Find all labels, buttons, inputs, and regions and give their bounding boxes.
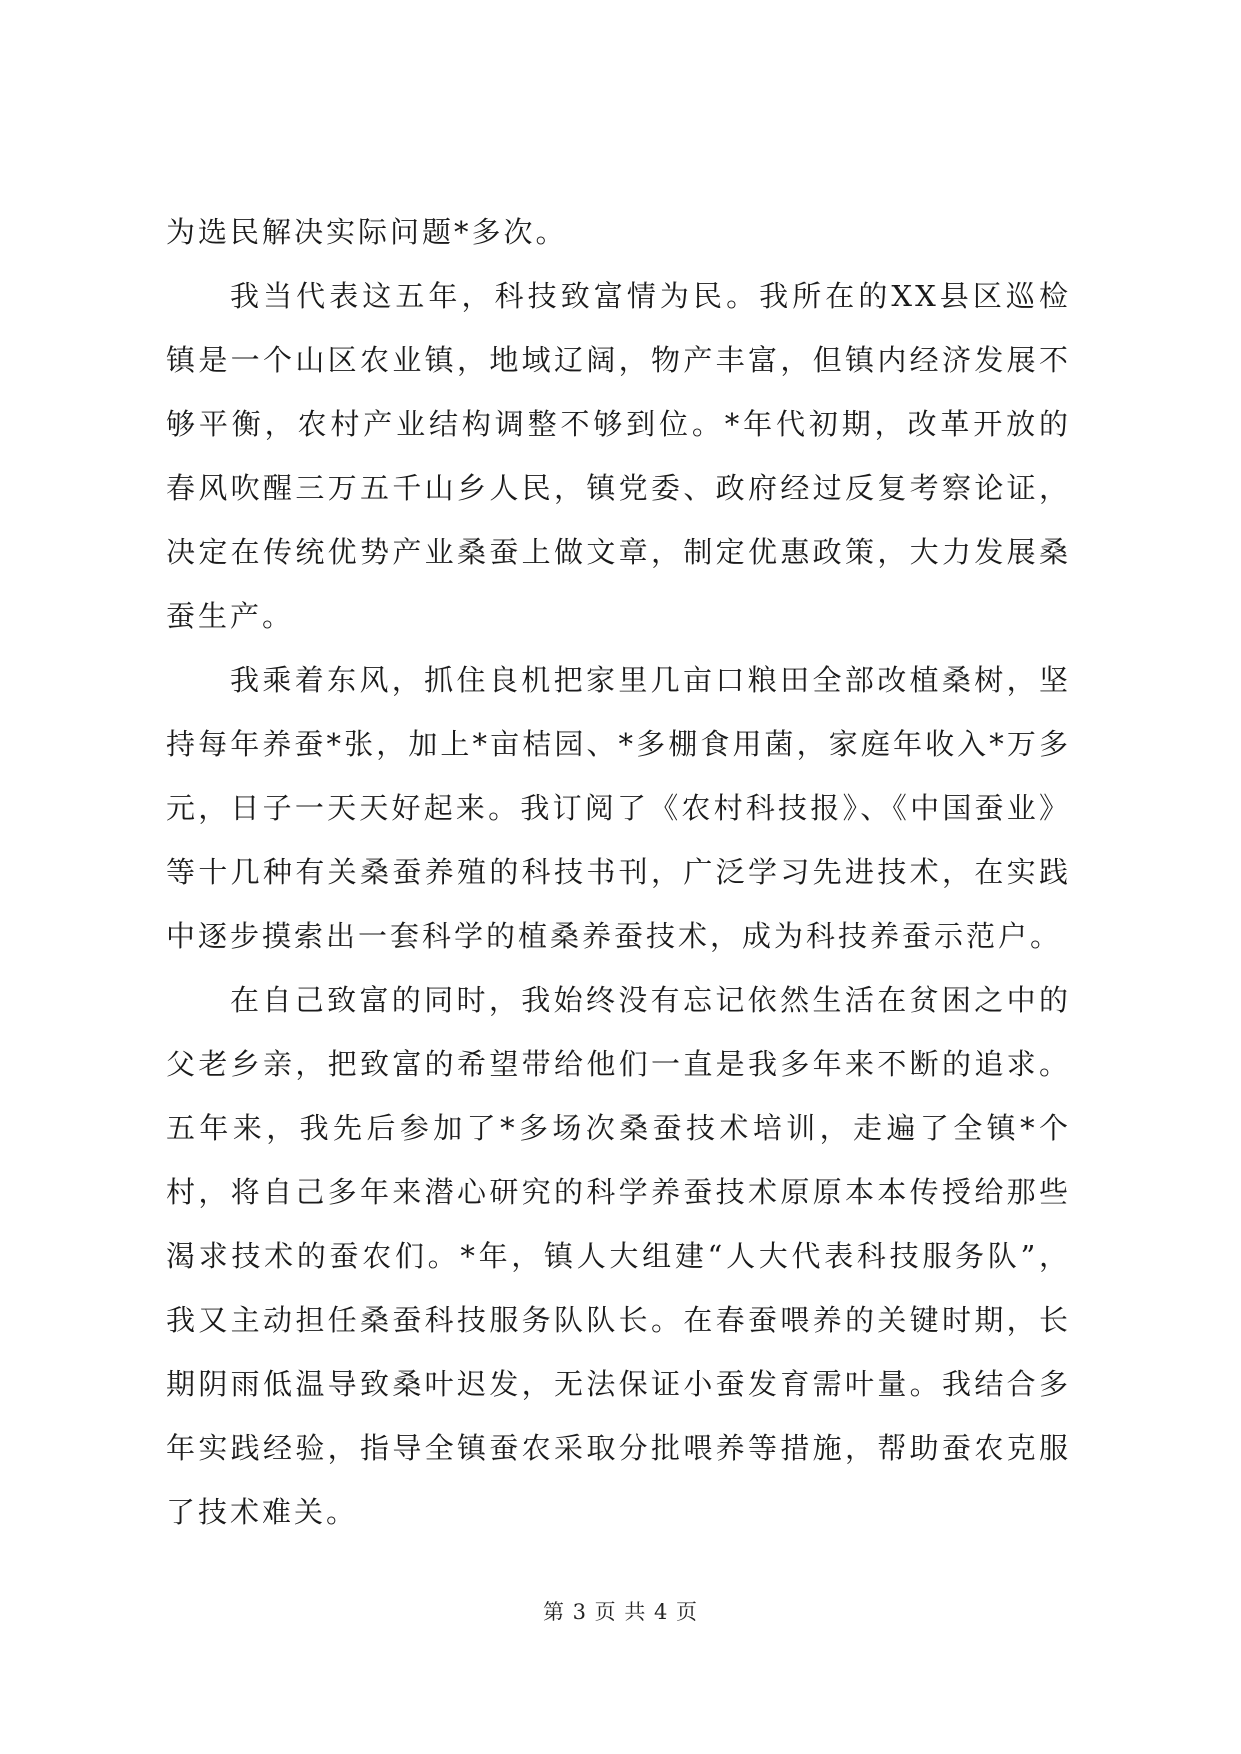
- paragraph-3: 我乘着东风，抓住良机把家里几亩口粮田全部改植桑树，坚持每年养蚕*张，加上*亩桔园、*多棚食用菌，家庭年收入*万多元，日子一天天好起来。我订阅了《农村科技报》、《中国蚕业》等十几种有关桑蚕养殖的科技书刊，广泛学习先进技术，在实践中逐步摸索出一套科学的植桑养蚕技术，成为科技养蚕示范户。: [166, 663, 1071, 953]
- paragraph-4: 在自己致富的同时，我始终没有忘记依然生活在贫困之中的父老乡亲，把致富的希望带给他们一直是我多年来不断的追求。五年来，我先后参加了*多场次桑蚕技术培训，走遍了全镇*个村，将自己多年来潜心研究的科学养蚕技术原原本本传授给那些渴求技术的蚕农们。*年，镇人大组建“人大代表科技服务队”，我又主动担任桑蚕科技服务队队长。在春蚕喂养的关键时期，长期阴雨低温导致桑叶迟发，无法保证小蚕发育需叶量。我结合多年实践经验，指导全镇蚕农采取分批喂养等措施，帮助蚕农克服了技术难关。: [166, 983, 1071, 1529]
- paragraph-2: 我当代表这五年，科技致富情为民。我所在的XX县区巡检镇是一个山区农业镇，地域辽阔，物产丰富，但镇内经济发展不够平衡，农村产业结构调整不够到位。*年代初期，改革开放的春风吹醒三万五千山乡人民，镇党委、政府经过反复考察论证，决定在传统优势产业桑蚕上做文章，制定优惠政策，大力发展桑蚕生产。: [166, 279, 1071, 633]
- paragraph-1: 为选民解决实际问题*多次。: [166, 215, 568, 249]
- page-number-footer: 第 3 页 共 4 页: [542, 1600, 699, 1624]
- document-body: [166, 200, 1071, 1544]
